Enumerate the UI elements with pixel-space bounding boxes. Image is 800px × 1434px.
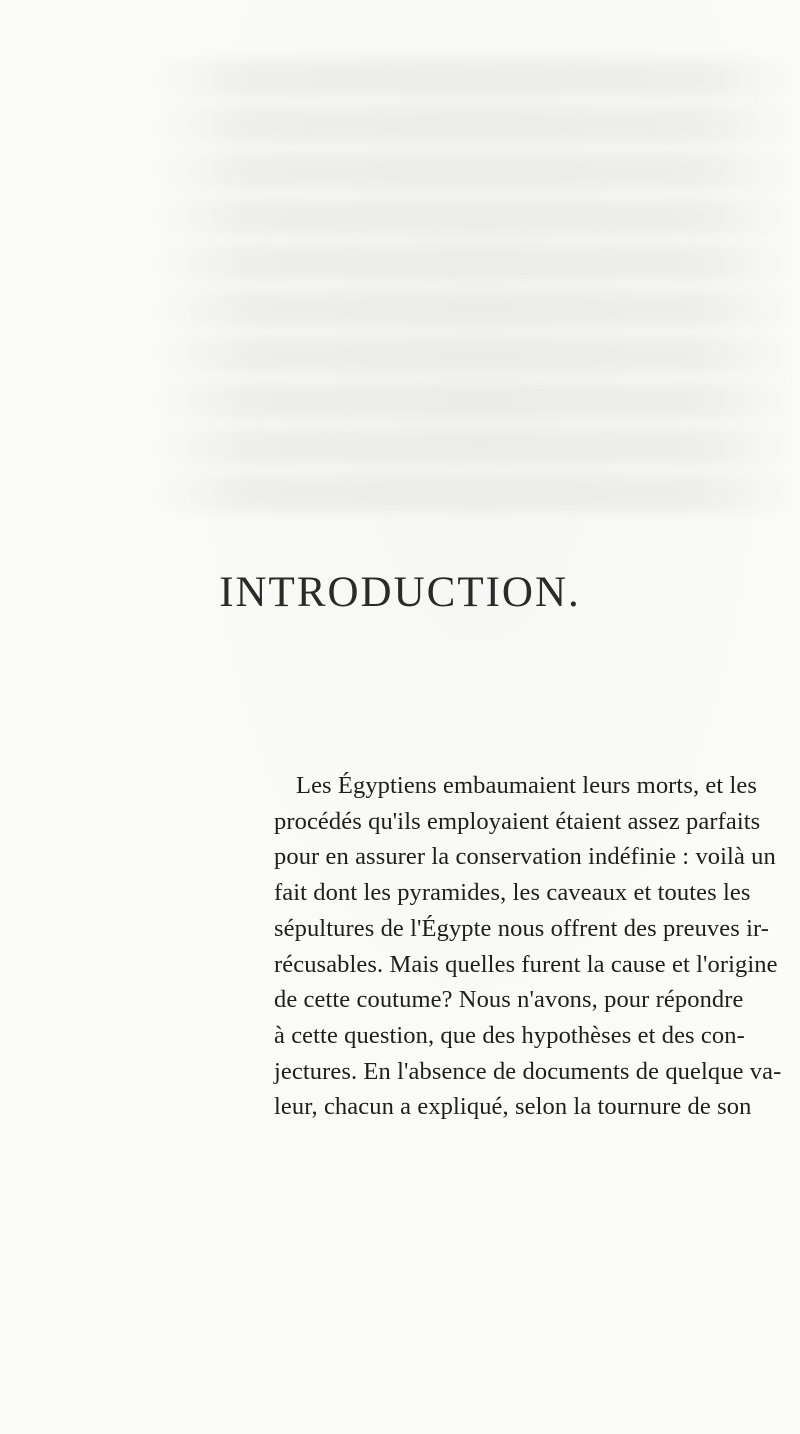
show-through-line [150, 106, 800, 144]
body-paragraph [274, 768, 782, 1125]
show-through-line [150, 60, 800, 98]
text-line: de cette coutume? Nous n'avons, pour répondre [274, 986, 744, 1014]
reverse-side-show-through [150, 60, 800, 760]
text-line: fait dont les pyramides, les caveaux et toutes les [274, 879, 751, 907]
text-line: récusables. Mais quelles furent la cause et l'origine [274, 950, 778, 978]
show-through-line [150, 382, 800, 420]
text-line: Les Égyptiens embaumaient leurs morts, et les [296, 772, 758, 799]
text-line: sépultures de l'Égypte nous offrent des preuves ir- [274, 914, 770, 942]
chapter-title: INTRODUCTION. [219, 569, 581, 616]
show-through-line [150, 152, 800, 190]
text-line: leur, chacun a expliqué, selon la tournure de son [274, 1093, 752, 1121]
text-line: pour en assurer la conservation indéfinie : voilà un [274, 843, 776, 871]
show-through-line [150, 244, 800, 282]
show-through-line [150, 336, 800, 374]
show-through-line [150, 198, 800, 236]
text-line: à cette question, que des hypothèses et des con- [274, 1021, 745, 1049]
text-line: jectures. En l'absence de documents de quelque va- [274, 1057, 782, 1085]
show-through-line [150, 290, 800, 328]
show-through-line [150, 474, 800, 512]
text-line: procédés qu'ils employaient étaient assez parfaits [274, 807, 761, 835]
show-through-line [150, 428, 800, 466]
